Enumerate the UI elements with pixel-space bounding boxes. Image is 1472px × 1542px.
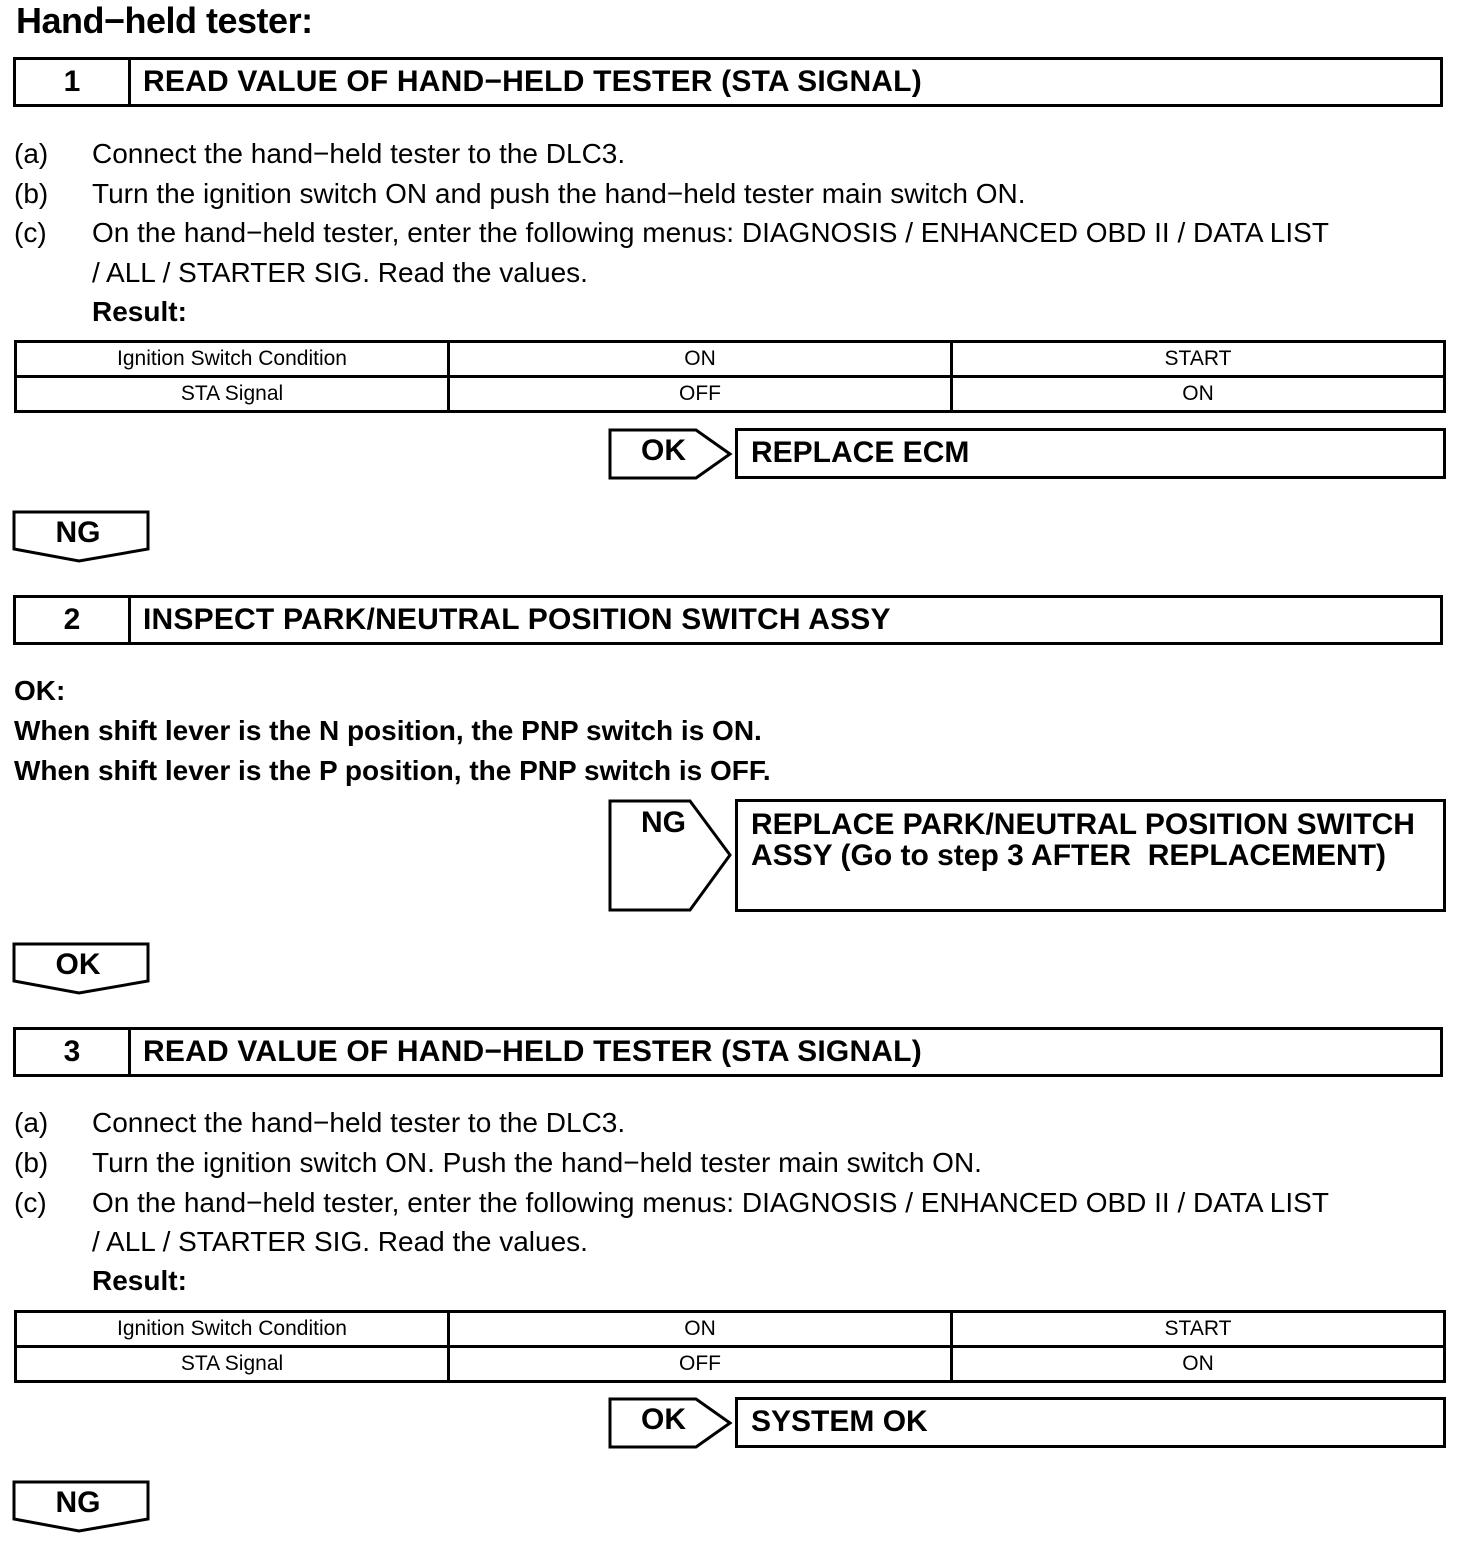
instruction-label: (c) — [14, 1187, 47, 1218]
instruction-label: (a) — [14, 1107, 49, 1138]
branch-label: OK — [641, 1403, 686, 1436]
table-row — [16, 377, 1445, 412]
step-title: READ VALUE OF HAND−HELD TESTER (STA SIGNAL) — [143, 1035, 922, 1068]
table-cell: OFF — [449, 1347, 952, 1382]
result-label: Result: — [92, 296, 187, 327]
action-text: REPLACE PARK/NEUTRAL POSITION SWITCH — [751, 808, 1415, 841]
step-1-header — [13, 57, 1443, 107]
next-step-tag — [12, 942, 150, 996]
branch-label: OK — [641, 434, 686, 467]
table-row — [16, 1312, 1445, 1347]
action-box — [735, 428, 1446, 479]
instruction-text: / ALL / STARTER SIG. Read the values. — [92, 1226, 588, 1257]
table-cell: Ignition Switch Condition — [16, 342, 449, 377]
instruction-label: (a) — [14, 138, 49, 169]
instruction-label: (b) — [14, 178, 49, 209]
step-number: 1 — [16, 60, 131, 104]
step-3-header — [13, 1027, 1443, 1077]
table-cell: Ignition Switch Condition — [16, 1312, 449, 1347]
result-table — [14, 340, 1446, 413]
next-step-label: NG — [55, 1486, 101, 1519]
ok-condition: When shift lever is the N position, the PNP switch is ON. — [14, 715, 762, 746]
instruction-text: On the hand−held tester, enter the following menus: DIAGNOSIS / ENHANCED OBD II / DATA LIST — [92, 1187, 1329, 1218]
step-number: 2 — [16, 598, 131, 642]
ok-condition: When shift lever is the P position, the PNP switch is OFF. — [14, 755, 771, 786]
next-step-label: NG — [55, 516, 101, 549]
instruction-label: (c) — [14, 217, 47, 248]
step-number: 3 — [16, 1030, 131, 1074]
step-2-header — [13, 595, 1443, 645]
instruction-text: On the hand−held tester, enter the following menus: DIAGNOSIS / ENHANCED OBD II / DATA LIST — [92, 217, 1329, 248]
instruction-text: Turn the ignition switch ON. Push the hand−held tester main switch ON. — [92, 1147, 982, 1178]
page-title: Hand−held tester: — [16, 0, 313, 41]
instruction-text: Turn the ignition switch ON and push the hand−held tester main switch ON. — [92, 178, 1026, 209]
table-cell: STA Signal — [16, 1347, 449, 1382]
table-row — [16, 342, 1445, 377]
next-step-tag — [12, 510, 150, 564]
table-cell: ON — [952, 1347, 1445, 1382]
step-title: INSPECT PARK/NEUTRAL POSITION SWITCH ASSY — [143, 603, 891, 636]
next-step-tag — [12, 1480, 150, 1534]
instruction-text: / ALL / STARTER SIG. Read the values. — [92, 257, 588, 288]
result-label: Result: — [92, 1265, 187, 1296]
table-cell: START — [952, 1312, 1445, 1347]
ok-heading: OK: — [14, 675, 66, 706]
table-cell: STA Signal — [16, 377, 449, 412]
table-row — [16, 1347, 1445, 1382]
instruction-text: Connect the hand−held tester to the DLC3. — [92, 138, 626, 169]
action-text: SYSTEM OK — [751, 1405, 928, 1438]
table-cell: ON — [952, 377, 1445, 412]
table-cell: ON — [449, 342, 952, 377]
instruction-text: Connect the hand−held tester to the DLC3. — [92, 1107, 626, 1138]
table-cell: OFF — [449, 377, 952, 412]
instruction-label: (b) — [14, 1147, 49, 1178]
table-cell: START — [952, 342, 1445, 377]
step-title: READ VALUE OF HAND−HELD TESTER (STA SIGNAL) — [143, 65, 922, 98]
next-step-label: OK — [55, 948, 101, 981]
action-box — [735, 1397, 1446, 1448]
table-cell: ON — [449, 1312, 952, 1347]
result-table — [14, 1310, 1446, 1383]
action-text: ASSY (Go to step 3 AFTER REPLACEMENT) — [751, 839, 1387, 872]
action-text: REPLACE ECM — [751, 436, 970, 469]
branch-label: NG — [641, 806, 686, 839]
action-box — [735, 799, 1446, 912]
